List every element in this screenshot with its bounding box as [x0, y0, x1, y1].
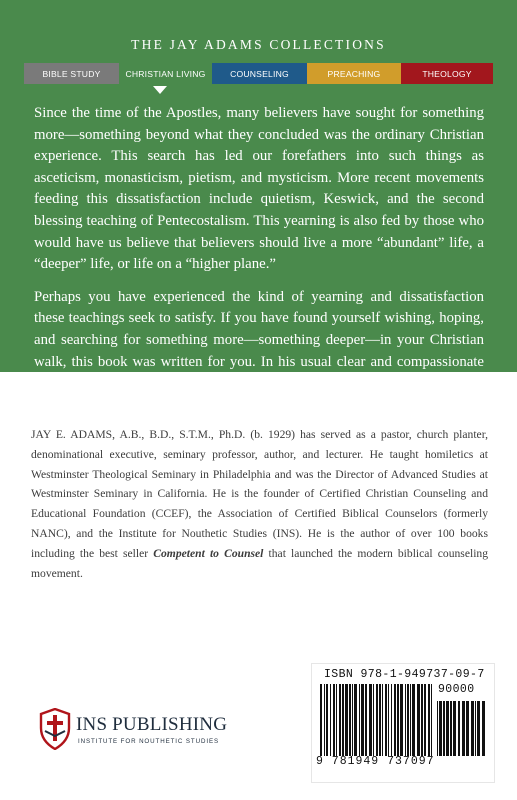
price-barcode-bars	[437, 701, 485, 756]
category-christian-living	[119, 63, 212, 84]
bio-text: JAY E. ADAMS, A.B., B.D., S.T.M., Ph.D. (b. 1929) has served as a pastor, church planter, denominational executive, seminary professor, author, and lecturer. He taught homiletics at Westminster Theological Seminary in Philadelphia and was the Director of Advanced Studies at Westminster Seminary in California. He is the founder of Certified Christian Counseling and Educational Foundation (CCEF), the Association of Certified Biblical Counselors (formerly NANC), and the Institute for Nouthetic Studies (INS). He is the author of over 100 books including the best seller	[31, 428, 488, 560]
ean-barcode-bars	[320, 684, 432, 756]
category-label: COUNSELING	[230, 68, 289, 79]
description-paragraph: Since the time of the Apostles, many believers have sought for something more—something beyond what they concluded was the ordinary Christian experience. This search has led our forefathers into such things as asceticism, monasticism, pietism, and mysticism. More recent movements feeding this dissatisfaction include quietism, Keswick, and the second blessing teaching of Pentecostalism. This yearning is also fed by those who would have us believe that believers should live a more “abundant” life, a “deeper” life, or life on a “higher plane.”	[34, 105, 484, 273]
category-bible-study	[24, 63, 119, 84]
description-paragraph: Perhaps you have experienced the kind of yearning and dissatisfaction these teachings seek to satisfy. If you have found yourself wishing, hoping, and searching for something more—something deeper—in your Christian walk, this book was written for you. In his usual clear and compassionate style, Jay Adams explains how you can bring your quest for something more to a satisfying end.	[34, 288, 484, 413]
author-bio	[31, 425, 488, 583]
category-theology	[401, 63, 493, 84]
category-bar	[24, 63, 493, 84]
category-label: THEOLOGY	[422, 68, 472, 79]
publisher-name: INS PUBLISHING	[76, 714, 228, 735]
category-label: BIBLE STUDY	[42, 68, 101, 79]
ean-number: 9 781949 737097	[316, 755, 435, 768]
isbn-number: ISBN 978-1-949737-09-7	[324, 668, 485, 681]
category-preaching	[307, 63, 401, 84]
selected-category-pointer	[153, 86, 167, 94]
price-code: 90000	[438, 683, 475, 696]
bio-text-end: that launched the modern biblical counseling movement.	[31, 546, 489, 580]
book-description	[34, 103, 484, 427]
publisher-logo	[38, 708, 278, 768]
category-label: CHRISTIAN LIVING	[125, 68, 206, 79]
category-label: PREACHING	[327, 68, 381, 79]
bio-book-title: Competent to Counsel	[153, 546, 264, 560]
isbn-barcode	[311, 663, 495, 783]
series-title: THE JAY ADAMS COLLECTIONS	[131, 37, 386, 52]
publisher-tagline: INSTITUTE FOR NOUTHETIC STUDIES	[78, 738, 219, 745]
ins-shield-icon	[38, 708, 72, 750]
category-counseling	[212, 63, 307, 84]
